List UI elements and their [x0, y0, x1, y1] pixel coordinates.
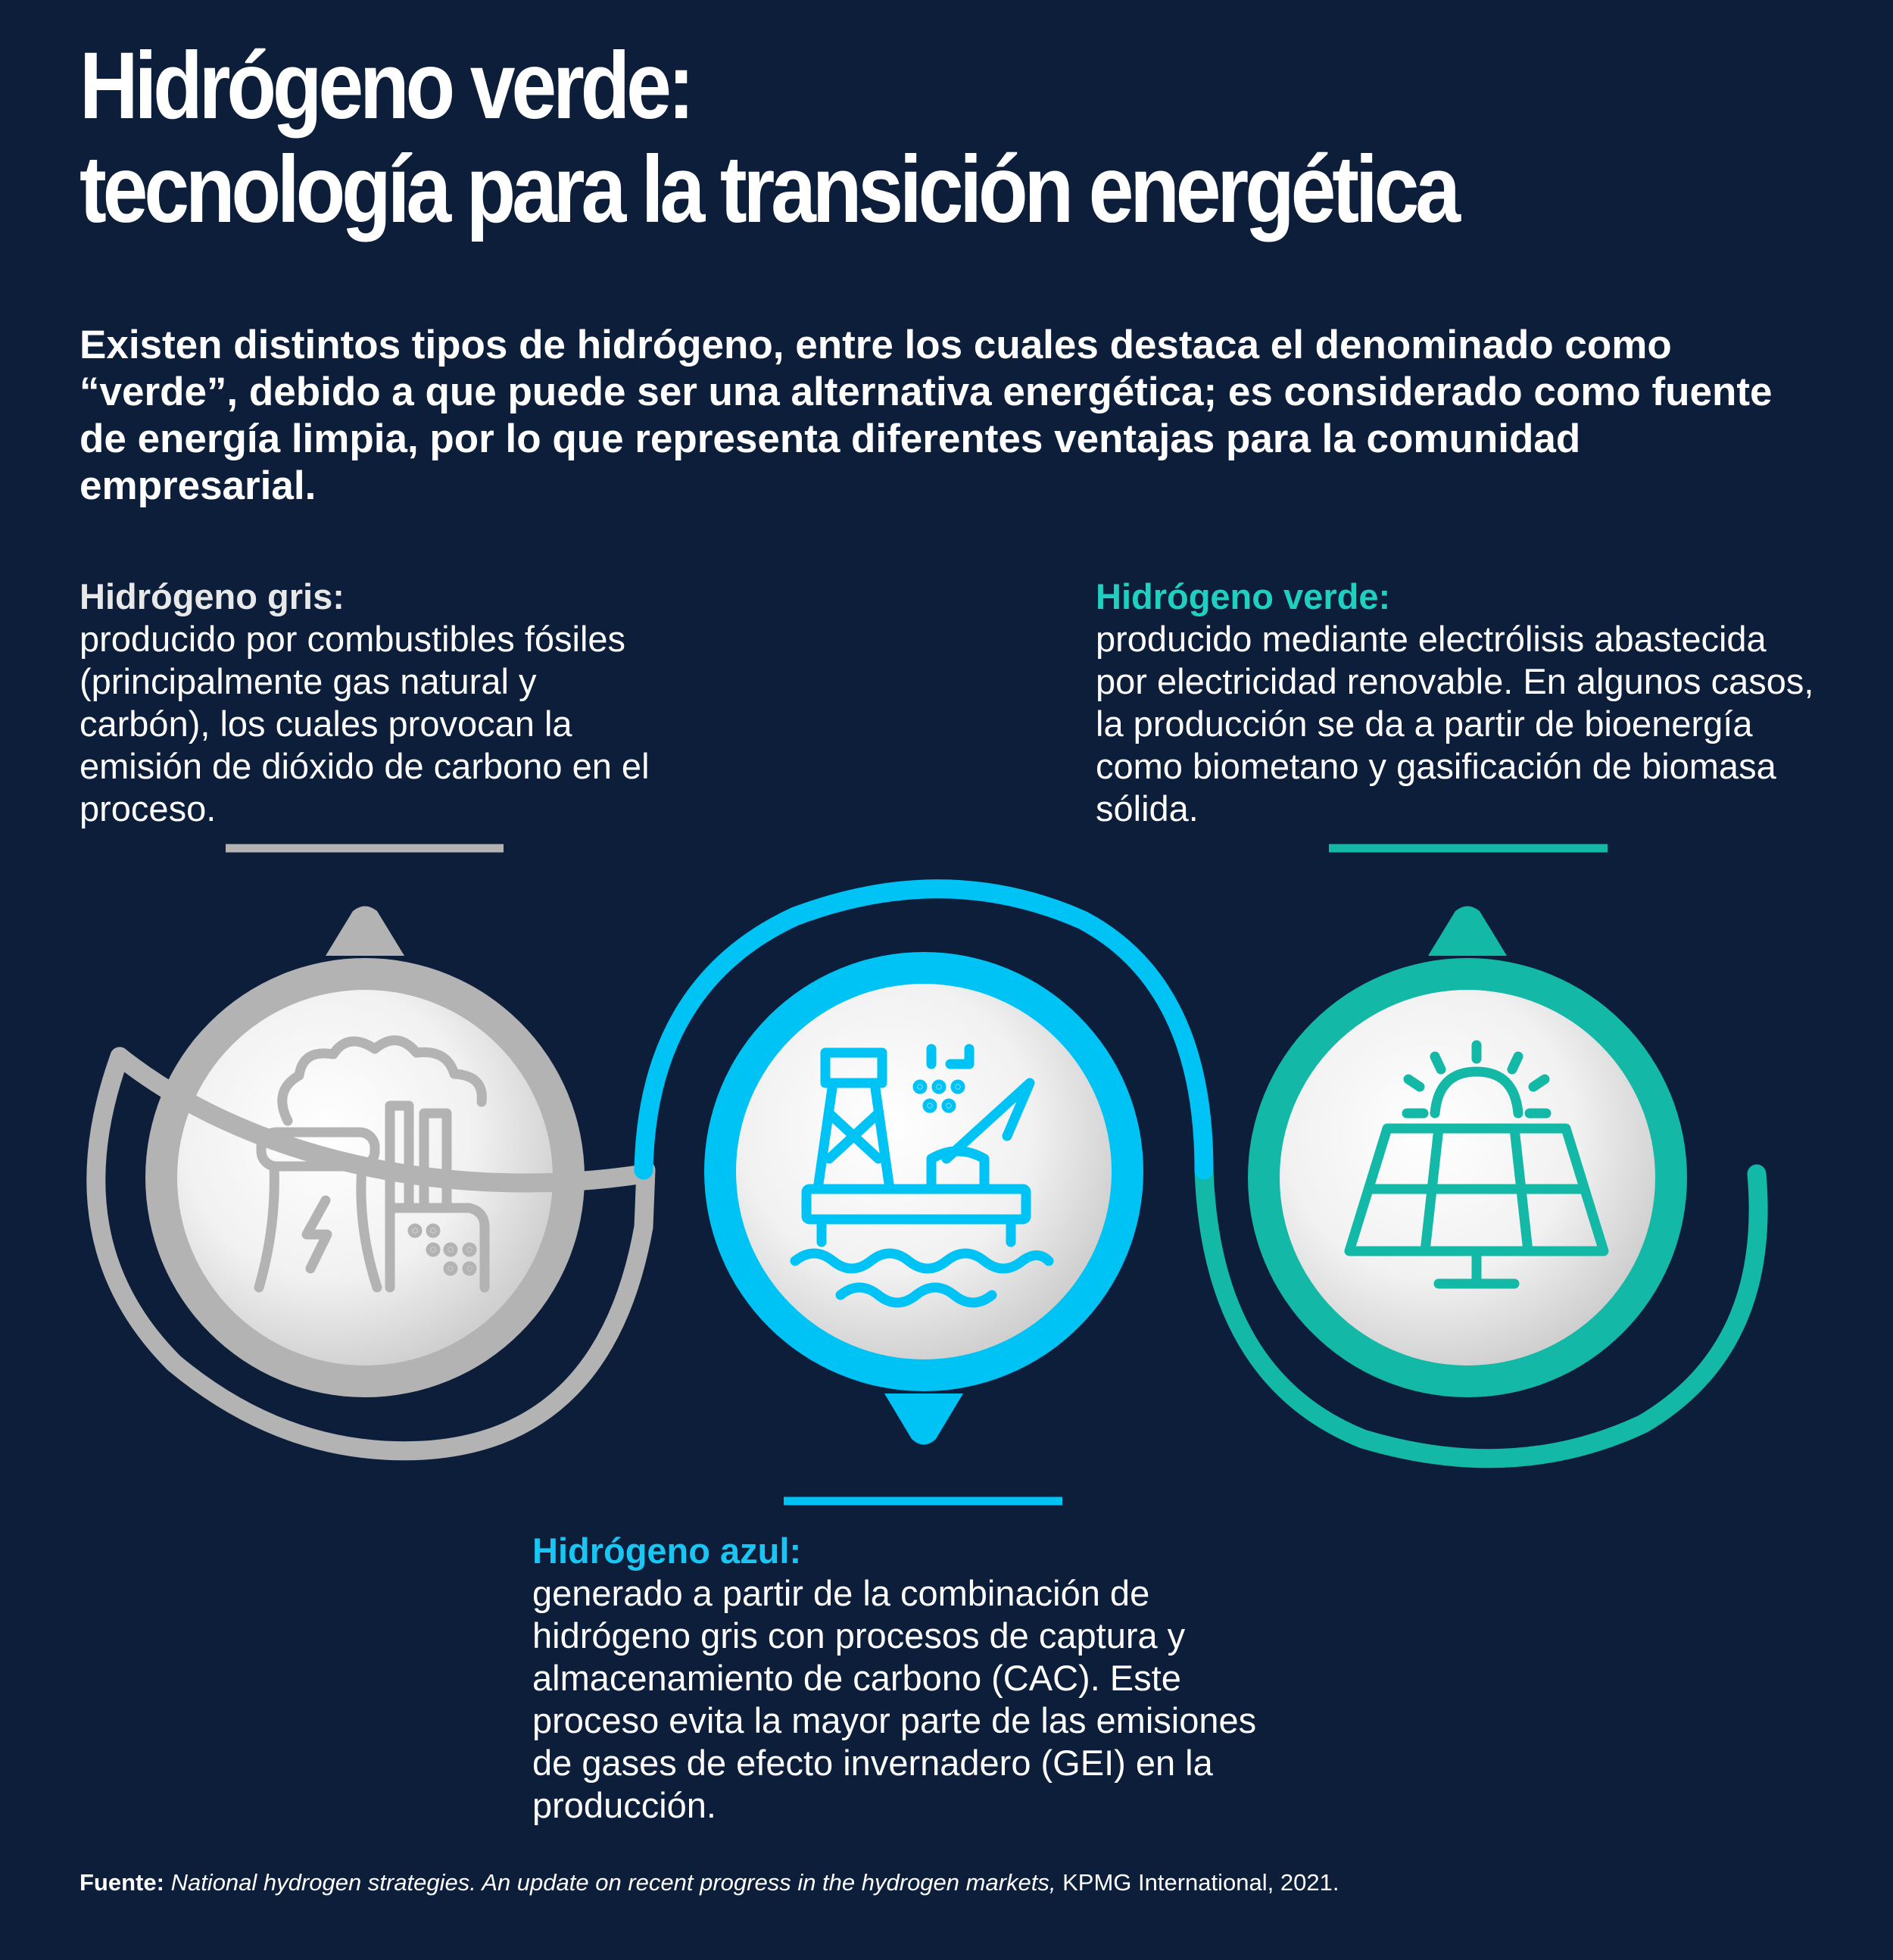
gray-hydrogen-description: producido por combustibles fósiles (principalmente gas natural y carbón), los cuales provocan la emisión de dióxido de carbono en el proceso.: [80, 619, 650, 829]
title-line-2: tecnología para la transición energética: [80, 137, 1457, 242]
source-note: [80, 1868, 1821, 1898]
gray-hydrogen-label: Hidrógeno gris:: [80, 576, 345, 616]
title-line-1: Hidrógeno verde:: [80, 33, 691, 139]
blue-hydrogen-label: Hidrógeno azul:: [532, 1531, 802, 1571]
source-rest: KPMG International, 2021.: [1056, 1869, 1339, 1896]
green-hydrogen-label: Hidrógeno verde:: [1096, 576, 1391, 616]
green-hydrogen-description: producido mediante electrólisis abastecida por electricidad renovable. En algunos casos, la producción se da a partir de bioenergía como biometano y gasificación de biomasa sólida.: [1096, 619, 1814, 829]
blue-hydrogen-description: generado a partir de la combinación de hidrógeno gris con procesos de captura y almacenamiento de carbono (CAC). Este proceso evita la mayor parte de las emisiones de gases de efecto invernadero (GEI) en la producción.: [532, 1573, 1257, 1825]
source-label: Fuente:: [80, 1869, 164, 1896]
gray-hydrogen-badge: [145, 907, 585, 1398]
source-title: National hydrogen strategies. An update on recent progress in the hydrogen markets,: [170, 1869, 1056, 1896]
green-hydrogen-badge: [1248, 907, 1687, 1398]
blue-hydrogen-badge: [704, 952, 1143, 1445]
intro-paragraph: Existen distintos tipos de hidrógeno, entre los cuales destaca el denominado como “verde”, debido a que puede ser una alternativa energética; es considerado como fuente de energía limpia, por lo que representa diferentes ventajas para la comunidad empresarial.: [80, 323, 1773, 508]
